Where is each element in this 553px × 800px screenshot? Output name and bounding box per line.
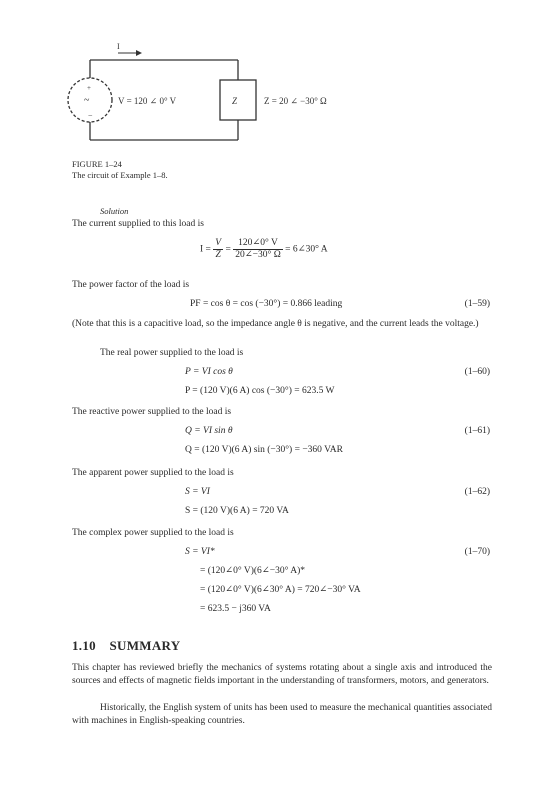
- fraction-values: [233, 238, 283, 261]
- reactive-power-eq1-number: (1–61): [464, 426, 490, 436]
- complex-power-intro: The complex power supplied to the load is: [72, 528, 234, 538]
- impedance-value-label: Z = 20 ∠ −30° Ω: [264, 96, 327, 106]
- capacitive-note: (Note that this is a capacitive load, so the impedance angle θ is negative, and the current leads the voltage.): [72, 319, 479, 329]
- section-title: SUMMARY: [109, 638, 181, 653]
- source-symbol: ~: [84, 95, 90, 106]
- frac2-num: 120∠0° V: [233, 238, 283, 250]
- fraction-v-over-z: [213, 238, 223, 261]
- figure-caption-label: FIGURE 1–24: [72, 159, 122, 169]
- circuit-figure: [60, 40, 370, 150]
- summary-paragraph-1: This chapter has reviewed briefly the mechanics of systems rotating about a single axis and introduced the sources and effects of magnetic fields important in the understanding of transformers, motors, and generators.: [72, 663, 492, 686]
- frac2-den: 20∠−30° Ω: [235, 250, 281, 260]
- real-power-eq1: P = VI cos θ: [185, 367, 233, 377]
- impedance-symbol: Z: [232, 96, 238, 106]
- complex-power-eq2: = (120∠0° V)(6∠−30° A)*: [200, 566, 306, 576]
- apparent-power-eq1: S = VI: [185, 487, 210, 497]
- section-heading: [72, 638, 180, 654]
- impedance-box: [220, 80, 256, 120]
- apparent-power-eq1-number: (1–62): [464, 487, 490, 497]
- figure-caption-text: The circuit of Example 1–8.: [72, 170, 168, 180]
- current-eq-equals: =: [225, 244, 231, 255]
- source-voltage-label: V = 120 ∠ 0° V: [118, 96, 177, 106]
- solution-heading: Solution: [100, 206, 129, 216]
- current-intro: The current supplied to this load is: [72, 219, 204, 229]
- pf-intro: The power factor of the load is: [72, 280, 190, 290]
- pf-equation: PF = cos θ = cos (−30°) = 0.866 leading: [190, 299, 343, 309]
- real-power-eq2: P = (120 V)(6 A) cos (−30°) = 623.5 W: [185, 386, 335, 396]
- frac1-den: Z: [215, 250, 221, 260]
- current-arrow-head: [136, 50, 142, 56]
- current-eq-result: = 6∠30° A: [285, 244, 328, 255]
- summary-paragraph-2: Historically, the English system of units has been used to measure the mechanical quantities associated with machines in English-speaking countries.: [72, 703, 492, 726]
- section-number: 1.10: [72, 638, 96, 653]
- complex-power-eq3: = (120∠0° V)(6∠30° A) = 720∠−30° VA: [200, 585, 361, 595]
- real-power-eq1-number: (1–60): [464, 367, 490, 377]
- source-minus: −: [88, 111, 93, 120]
- current-equation: [200, 238, 328, 261]
- frac1-num: V: [215, 238, 222, 248]
- real-power-intro: The real power supplied to the load is: [100, 348, 244, 358]
- complex-power-eq1-number: (1–70): [464, 547, 490, 557]
- reactive-power-intro: The reactive power supplied to the load is: [72, 407, 232, 417]
- complex-power-eq4: = 623.5 − j360 VA: [200, 604, 271, 614]
- complex-power-eq1: S = VI*: [185, 547, 215, 557]
- reactive-power-eq2: Q = (120 V)(6 A) sin (−30°) = −360 VAR: [185, 445, 343, 455]
- source-plus: +: [87, 84, 91, 92]
- current-eq-lhs: I =: [200, 244, 211, 255]
- apparent-power-intro: The apparent power supplied to the load is: [72, 468, 234, 478]
- current-label: I: [117, 42, 120, 51]
- pf-equation-number: (1–59): [464, 299, 490, 309]
- apparent-power-eq2: S = (120 V)(6 A) = 720 VA: [185, 506, 289, 516]
- reactive-power-eq1: Q = VI sin θ: [185, 426, 233, 436]
